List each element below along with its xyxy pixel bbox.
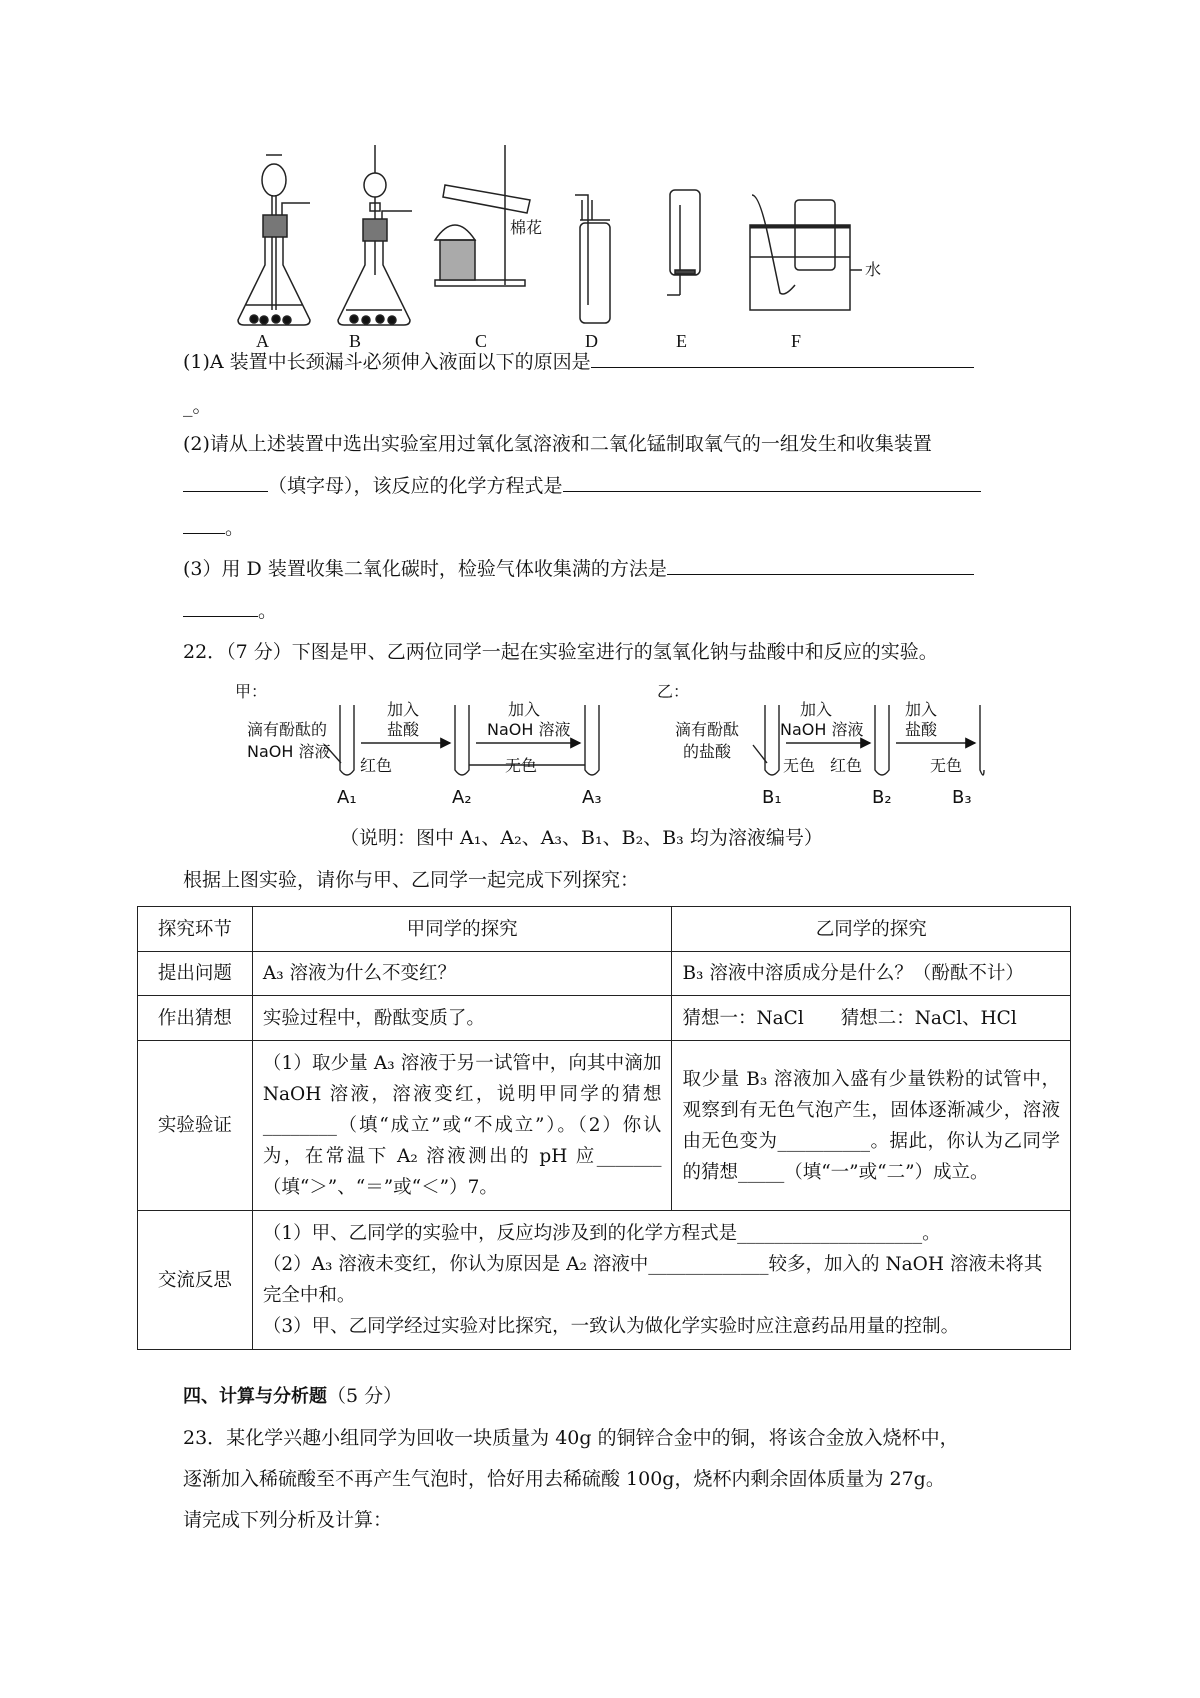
section-4-heading <box>183 1384 402 1409</box>
jia-start-label-2: NaOH 溶液 <box>247 742 331 761</box>
q21-part1 <box>183 349 974 374</box>
table-row <box>138 952 1071 996</box>
naoh-label: NaOH 溶液 <box>780 720 864 739</box>
table-header: 甲同学的探究 <box>252 907 672 952</box>
table-header-row <box>138 907 1071 952</box>
table-header: 乙同学的探究 <box>672 907 1071 952</box>
table-cell: 作出猜想 <box>138 996 253 1041</box>
answer-blank[interactable] <box>183 598 258 617</box>
q21-part3-text: (3）用 D 装置收集二氧化碳时，检验气体收集满的方法是 <box>183 558 667 580</box>
tube-label: B₁ <box>762 787 782 808</box>
label-c: C <box>475 331 488 351</box>
add-label: 加入 <box>508 700 541 719</box>
q21-part3-end <box>183 598 277 623</box>
table-cell: B₃ 溶液中溶质成分是什么？（酚酞不计） <box>672 952 1071 996</box>
table-cell: 实验过程中，酚酞变质了。 <box>252 996 672 1041</box>
q21-part2-end <box>183 515 244 540</box>
hcl-label: 盐酸 <box>387 720 420 739</box>
label-b: B <box>349 331 362 351</box>
q23-line1: 23．某化学兴趣小组同学为回收一块质量为 40g 的铜锌合金中的铜，将该合金放入烧杯中， <box>183 1427 959 1449</box>
red-label: 红色 <box>830 756 863 775</box>
naoh-label: NaOH 溶液 <box>487 720 571 739</box>
table-row <box>138 1041 1071 1211</box>
table-cell: A₃ 溶液为什么不变红？ <box>252 952 672 996</box>
reflection-cell <box>252 1211 1070 1350</box>
answer-blank[interactable] <box>667 556 974 575</box>
answer-blank[interactable] <box>563 473 981 492</box>
yi-start-label: 滴有酚酞 <box>675 720 740 739</box>
apparatus-f <box>750 195 862 310</box>
table-cell: 交流反思 <box>138 1211 253 1350</box>
colorless-label: 无色 <box>505 756 538 775</box>
colorless-label: 无色 <box>930 756 963 775</box>
apparatus-a <box>238 155 310 325</box>
q22-intro: 22．（7 分）下图是甲、乙两位同学一起在实验室进行的氢氧化钠与盐酸中和反应的实验。 <box>183 641 938 663</box>
jia-label: 甲： <box>235 682 268 701</box>
answer-blank[interactable] <box>183 473 268 492</box>
label-d: D <box>585 331 598 351</box>
table-cell: （1）取少量 A₃ 溶液于另一试管中，向其中滴加 NaOH 溶液，溶液变红，说明甲同学的猜想________（填“成立”或“不成立”）。（2）你认为，在常温下 A₂ 溶液测出的 pH 应_______（填“＞”、“＝”或“＜”）7。 <box>252 1041 672 1211</box>
diagram-note: （说明：图中 A₁、A₂、A₃、B₁、B₂、B₃ 均为溶液编号） <box>340 827 823 849</box>
table-cell: 取少量 B₃ 溶液加入盛有少量铁粉的试管中，观察到有无色气泡产生，固体逐渐减少，溶液由无色变为__________。据此，你认为乙同学的猜想_____（填“一”或“二”）成立。 <box>672 1041 1071 1211</box>
label-e: E <box>676 331 687 351</box>
section-score: （5 分） <box>327 1385 403 1407</box>
yi-start-label-2: 的盐酸 <box>683 742 732 761</box>
tube-label: A₃ <box>582 787 602 808</box>
table-row <box>138 996 1071 1041</box>
table-cell: 提出问题 <box>138 952 253 996</box>
reflection-item: （2）A₃ 溶液未变红，你认为原因是 A₂ 溶液中_____________较多，加入的 NaOH 溶液未将其完全中和。 <box>262 1254 1043 1306</box>
label-f: F <box>791 331 802 351</box>
q22-lead: 根据上图实验，请你与甲、乙同学一起完成下列探究： <box>183 869 640 891</box>
colorless-label: 无色 <box>783 756 816 775</box>
table-row <box>138 1211 1071 1350</box>
reflection-item: （1）甲、乙同学的实验中，反应均涉及到的化学方程式是____________________。 <box>262 1223 941 1244</box>
neutralization-diagram <box>225 675 985 815</box>
q23-line2: 逐渐加入稀硫酸至不再产生气泡时，恰好用去稀硫酸 100g，烧杯内剩余固体质量为 27g。 <box>183 1468 945 1490</box>
water-label: 水 <box>865 260 882 279</box>
add-label: 加入 <box>387 700 420 719</box>
q21-part2-end-text: 。 <box>225 517 245 539</box>
table-cell: 猜想一：NaCl 猜想二：NaCl、HCl <box>672 996 1071 1041</box>
q21-part3 <box>183 556 974 581</box>
inquiry-table <box>137 906 1071 1350</box>
answer-blank[interactable] <box>591 349 974 368</box>
apparatus-figure <box>230 145 970 351</box>
apparatus-c <box>435 145 530 286</box>
add-label: 加入 <box>800 700 833 719</box>
answer-blank[interactable] <box>183 515 225 534</box>
q21-part2-b <box>183 473 981 498</box>
q21-part2: (2)请从上述装置中选出实验室用过氧化氢溶液和二氧化锰制取氧气的一组发生和收集装置 <box>183 433 932 455</box>
yi-label: 乙： <box>657 682 690 701</box>
add-label: 加入 <box>905 700 938 719</box>
tube-label: A₁ <box>337 787 357 808</box>
section-title: 四、计算与分析题 <box>183 1386 327 1407</box>
jia-start-label: 滴有酚酞的 <box>247 720 328 739</box>
apparatus-d <box>575 195 610 323</box>
q21-part1-end: _。 <box>183 395 212 417</box>
tube-label: A₂ <box>452 787 472 808</box>
q21-part2-b-text: （填字母），该反应的化学方程式是 <box>268 475 563 497</box>
q21-part1-text: (1)A 装置中长颈漏斗必须伸入液面以下的原因是 <box>183 351 591 373</box>
q23-line3: 请完成下列分析及计算： <box>183 1509 393 1531</box>
apparatus-e <box>667 190 700 295</box>
table-cell: 实验验证 <box>138 1041 253 1211</box>
label-a: A <box>256 331 269 351</box>
table-header: 探究环节 <box>138 907 253 952</box>
red-label: 红色 <box>360 756 393 775</box>
apparatus-b <box>338 145 412 325</box>
reflection-item: （3）甲、乙同学经过实验对比探究，一致认为做化学实验时应注意药品用量的控制。 <box>262 1316 960 1337</box>
cotton-label: 棉花 <box>510 218 543 237</box>
hcl-label: 盐酸 <box>905 720 938 739</box>
q21-part3-end-text: 。 <box>258 600 278 622</box>
tube-label: B₂ <box>872 787 892 808</box>
tube-label: B₃ <box>952 787 972 808</box>
